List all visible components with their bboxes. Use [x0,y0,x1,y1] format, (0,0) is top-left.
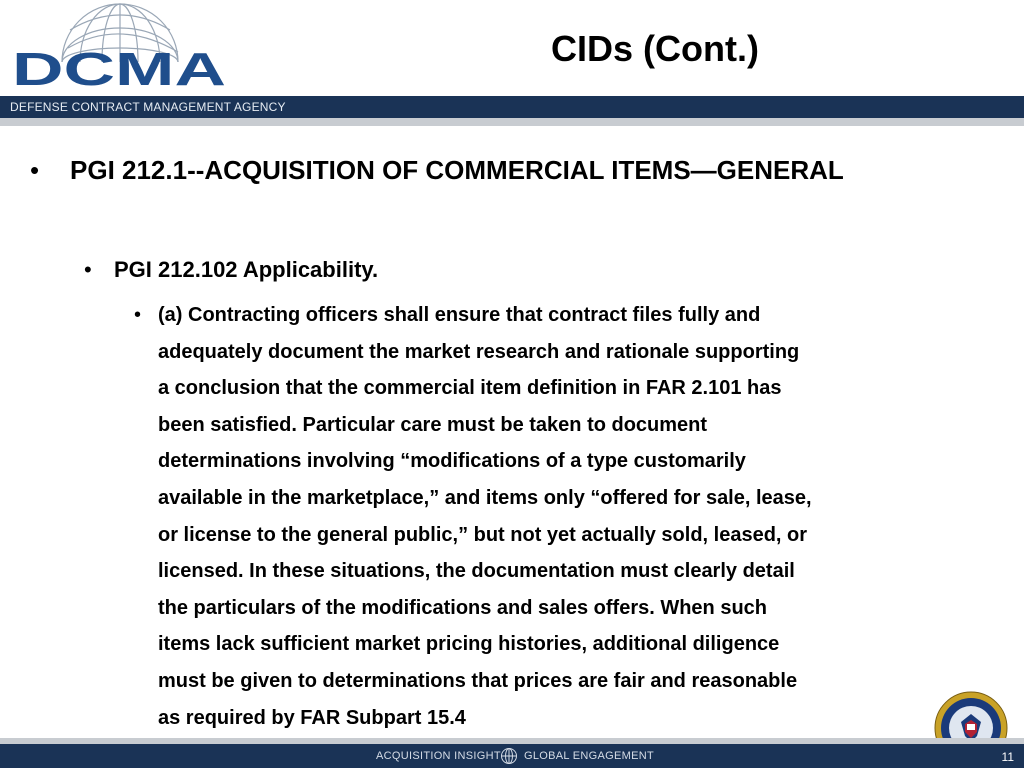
header-rule [0,118,1024,126]
header-banner [0,96,1024,118]
bullet-marker: • [134,304,142,326]
bullet-marker: • [84,257,92,282]
footer-bar [0,744,1024,768]
text-line: adequately document the market research and rationale supporting [158,340,800,363]
text-line: been satisfied. Particular care must be taken to document [158,413,708,436]
agency-name: DEFENSE CONTRACT MANAGEMENT AGENCY [10,100,286,114]
bullet-level2: PGI 212.102 Applicability. [114,257,379,282]
text-line: (a) Contracting officers shall ensure that contract files fully and [158,304,761,326]
text-line: as required by FAR Subpart 15.4 [158,706,466,729]
text-line: items lack sufficient market pricing histories, additional diligence [158,633,780,656]
text-line: the particulars of the modifications and sales offers. When such [158,596,768,619]
text-line: available in the marketplace,” and items only “offered for sale, lease, [158,486,812,509]
bullet-level1: PGI 212.1--ACQUISITION OF COMMERCIAL ITEMS—GENERAL [70,155,844,185]
bullet-marker: • [30,155,40,185]
page-number: 11 [1001,750,1014,764]
text-line: must be given to determinations that prices are fair and reasonable [158,669,798,692]
svg-text:DCMA: DCMA [12,47,226,89]
footer-tagline-right: GLOBAL ENGAGEMENT [524,750,654,762]
text-line: a conclusion that the commercial item definition in FAR 2.101 has [158,377,782,400]
text-line: licensed. In these situations, the documentation must clearly detail [158,560,795,583]
text-line: determinations involving “modifications of a type customarily [158,450,746,473]
footer-tagline-left: ACQUISITION INSIGHT [376,750,501,762]
globe-icon [500,747,518,765]
dcma-logo [10,47,230,89]
bullet-level3 [158,297,998,736]
text-line: or license to the general public,” but not yet actually sold, leased, or [158,523,808,546]
slide-title: CIDs (Cont.) [551,28,759,69]
